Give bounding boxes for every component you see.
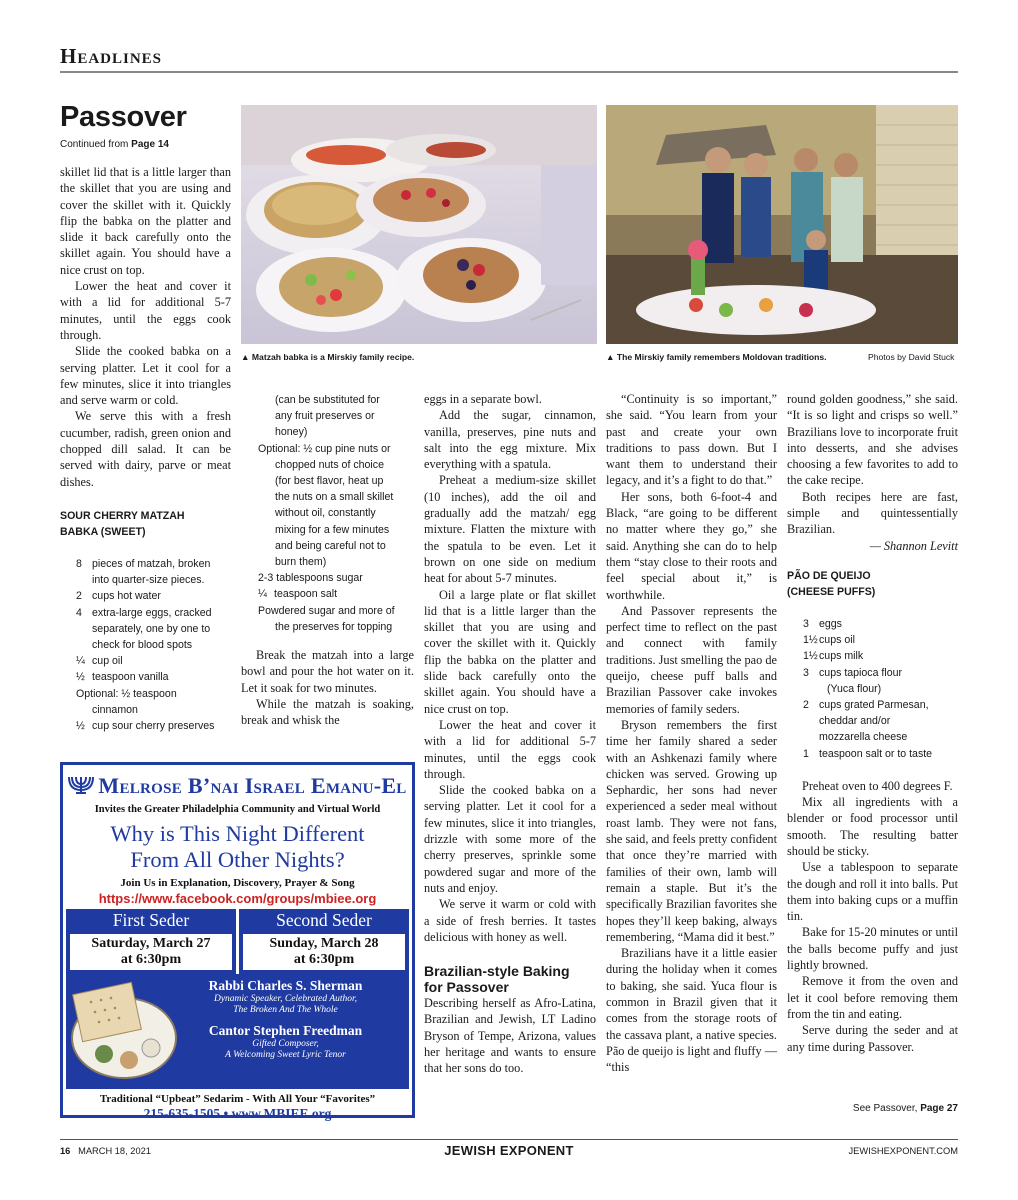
ingredient-cont-1: (can be substituted for (275, 394, 380, 406)
column-3 (424, 391, 596, 1077)
col4-p2: Her sons, both 6-foot-4 and Black, “are going to be different no matter where they go,” she said. Anything she can do to help them “stay close to their roots and feel special about it,” is worthwhile. (606, 489, 777, 602)
col2-p2: While the matzah is soaking, break and whisk the (241, 696, 414, 728)
col1-p2: Lower the heat and cover it with a lid for additional 5-7 minutes, until the eggs cook through. (60, 279, 231, 342)
ingredient-optional-7: burn them) (275, 556, 327, 569)
ingredient-text-2: cinnamon (92, 703, 138, 716)
second-seder-datetime (242, 933, 406, 971)
ingredient-text (92, 556, 231, 588)
publication-name: JEWISH EXPONENT (444, 1143, 574, 1158)
ingredient-row (60, 556, 231, 588)
ingredient-text (92, 605, 231, 654)
ingredient-qty: ½ (76, 671, 85, 684)
ingredient-optional-1: chopped nuts of choice (275, 458, 384, 471)
ad-invite: Invites the Greater Philadelphia Community and Virtual World (94, 804, 381, 815)
subheading-brazilian: Brazilian-style Baking for Passover (424, 963, 570, 996)
ingredient-optional-2: (for best flavor, heat up (275, 475, 384, 488)
step-5: Remove it from the oven and let it cool before removing them from the tin and eating. (787, 974, 958, 1021)
second-seder-box (239, 909, 409, 974)
ingredient-qty: 2 (803, 698, 809, 711)
ingredient-qty: 3 (803, 666, 809, 679)
ingredient-qty: 2 (76, 590, 82, 603)
ingredient-qty: ½ (76, 719, 85, 732)
column-2 (241, 392, 414, 729)
ingredient-qty: 1 (803, 747, 809, 760)
photo-matzah-babka (241, 105, 597, 344)
ingredient-text-2: (Yuca flour) (827, 682, 882, 695)
photo-credit: Photos by David Stuck (868, 352, 955, 362)
issue-date: MARCH 18, 2021 (78, 1146, 151, 1156)
ingredient-text-1: cups tapioca flour (819, 666, 903, 679)
step-4: Bake for 15-20 minutes or until the balls become puffy and just lightly browned. (787, 925, 958, 973)
recipe1-title-b: BABKA (SWEET) (60, 525, 146, 538)
photo-mirskiy-family (606, 105, 958, 344)
food-photo-illustration (241, 105, 597, 344)
photo1-caption: ▲ Matzah babka is a Mirskiy family recipe. (241, 352, 415, 362)
ad-seder-dates (66, 909, 409, 974)
ingredient-qty: 1½ (803, 634, 818, 647)
first-seder-label: First Seder (112, 910, 190, 930)
jump-prefix: See Passover, (852, 1103, 918, 1114)
seder-plate-icon (69, 978, 179, 1082)
ingredient-row (60, 588, 231, 604)
ingredient-text: eggs (819, 617, 842, 630)
byline-signature: — Shannon Levitt (869, 538, 958, 553)
col5-p2: Both recipes here are fast, simple and quintessentially Brazilian. (787, 489, 958, 537)
continued-page: Page 14 (131, 139, 169, 150)
ad-clergy-panel (66, 974, 409, 1089)
recipe1-title (60, 508, 231, 540)
ingredient-row (60, 669, 231, 685)
step-3: Use a tablespoon to separate the dough and roll it into balls. Put them into baking cups or a muffin tin. (787, 860, 958, 924)
ingredient-row (787, 697, 958, 746)
ingredient-text (60, 686, 231, 718)
ingredient-text-3: check for blood spots (92, 638, 193, 651)
recipe2-ingredients (787, 616, 958, 762)
col1-p1: skillet lid that is a little larger than the skillet that you are using and cover the skillet with it. Quickly flip the babka on the platter and slide it back carefully onto the skillet again. You should have a nice crust on top. (60, 165, 231, 277)
ingredient-cont-2: any fruit preserves or (275, 410, 375, 423)
ingredient-row (60, 605, 231, 654)
ingredient-row (60, 686, 231, 718)
ingredient-optional-6: and being careful not to (275, 539, 386, 552)
jump-line[interactable] (820, 1103, 958, 1114)
ingredient-text: cups oil (819, 634, 855, 647)
rabbi-desc-1: Dynamic Speaker, Celebrated Author, (213, 994, 358, 1004)
ingredient-row (787, 746, 958, 762)
ad-contact[interactable]: 215-635-1505 • www.MBIEE.org (143, 1106, 332, 1121)
photo2-caption: ▲ The Mirskiy family remembers Moldovan traditions. (606, 352, 827, 362)
ingredient-text-3: mozzarella cheese (819, 731, 908, 744)
ingredient-text-2: into quarter-size pieces. (92, 574, 205, 587)
footer-site[interactable]: JEWISHEXPONENT.COM (848, 1146, 958, 1156)
col3-p3: Oil a large plate or flat skillet lid that is a little larger than the skillet that you are using and cover the skillet with it. Quickly flip the babka on the platter and slide back carefully onto the skillet again. You should have a nice crust on top. (424, 587, 596, 716)
recipe2-title-a: PÃO DE QUEIJO (787, 569, 871, 582)
col3-p5: Slide the cooked babka on a serving platter. Let it cool for a few minutes, slice it into triangles, drizzle with some more of the cherry preserves, sprinkle some powdered sugar and more of the nuts and enjoy. (424, 783, 596, 895)
first-seder-datetime (69, 933, 233, 971)
ingredient-text: teaspoon salt or to taste (819, 747, 933, 760)
step-1: Preheat oven to 400 degrees F. (802, 778, 953, 793)
ingredient-row (787, 616, 958, 632)
continued-from (60, 139, 169, 150)
footer-rule (60, 1139, 958, 1140)
article-title: Passover (60, 101, 187, 133)
ingredient-optional: Optional: ½ cup pine nuts or (258, 442, 391, 455)
col3-p2: Preheat a medium-size skillet (10 inches), add the oil and gradually add the matzah/ egg mixture. Flatten the mixture with the spatula to be even. Let it brown on one side on medium heat for about 5-7 minutes. (424, 473, 596, 586)
col3-p7: Describing herself as Afro-Latina, Brazilian and Jewish, LT Ladino Bryson of Tempe, Arizona, values her heritage and wants to ensure that her sons do too. (424, 996, 596, 1076)
rabbi-name: Rabbi Charles S. Sherman (208, 978, 363, 993)
column-4 (606, 391, 777, 1075)
second-seder-time: at 6:30pm (293, 952, 355, 967)
column-1 (60, 164, 231, 734)
column-5 (787, 391, 958, 1055)
col4-p1: “Continuity is so important,” she said. “You learn from your past and create your own traditions to pass down. But I want them to understand their legacy, and it’s a fight to do that.” (606, 392, 777, 488)
ingredient-cont-3: honey) (275, 426, 308, 439)
first-seder-box (66, 909, 236, 974)
ingredient-optional-5: mixing for a few minutes (275, 523, 390, 536)
ingredient-text-1: extra-large eggs, cracked (92, 606, 212, 619)
col2-p1: Break the matzah into a large bowl and pour the hot water on it. Let it soak for two minutes. (241, 648, 414, 695)
col2-body (241, 647, 414, 728)
ingredient-qty: ¼ (258, 588, 267, 601)
ingredient-row (60, 653, 231, 669)
col1-p4: We serve this with a fresh cucumber, radish, green onion and chopped dill salad. It can be served with dairy, parve or meat dishes. (60, 409, 231, 489)
ingredient-text-1: Optional: ½ teaspoon (76, 687, 177, 700)
ingredient-text: cup oil (92, 655, 123, 668)
col4-p5: Brazilians have it a little easier during the holiday when it comes to baking, she said. Yuca flour is common in Brazil given that it comes from the storage roots of the cassava plant, a native species. Pão de queijo is light and fluffy — “this (606, 946, 777, 1075)
ingredient-text: cups milk (819, 650, 864, 663)
col4-p3: And Passover represents the perfect time to reflect on the past and connect with family traditions. Just smelling the pao de queijo, cheese puff balls and Brazilian Passover cake invokes memories of family seders. (606, 603, 777, 716)
first-seder-date: Saturday, March 27 (91, 936, 211, 951)
ingredient-text (819, 697, 958, 746)
col3-p0: eggs in a separate bowl. (424, 392, 542, 406)
second-seder-label: Second Seder (276, 910, 372, 930)
ad-tradition: Traditional “Upbeat” Sedarim - With All Your “Favorites” (99, 1093, 376, 1105)
ingredient-text: teaspoon vanilla (92, 671, 169, 684)
continued-prefix: Continued from (60, 139, 129, 150)
ingredient-sugar: 2-3 tablespoons sugar (258, 572, 363, 585)
col5-p1: round golden goodness,” she said. “It is so light and crisps so well.” Brazilians love to incorporate fruit into desserts, and she advises choosing a few favorites to add to the cake recipe. (787, 392, 958, 488)
page-number: 16 (60, 1146, 71, 1156)
step-6: Serve during the seder and at any time during Passover. (787, 1023, 958, 1054)
header-rule (60, 71, 958, 73)
step-2: Mix all ingredients with a blender or food processor until smooth. The resulting batter should be sticky. (787, 795, 958, 858)
cantor-name: Cantor Stephen Freedman (208, 1023, 363, 1038)
section-header: Headlines (60, 44, 163, 68)
second-seder-date: Sunday, March 28 (269, 936, 379, 951)
col3-p1: Add the sugar, cinnamon, vanilla, preserves, pine nuts and salt into the egg mixture. Mix everything with a spatula. (424, 408, 596, 472)
ingredient-optional-3: the nuts on a small skillet (275, 491, 394, 504)
rabbi-desc-2: The Broken And The Whole (233, 1005, 338, 1015)
ad-url-link[interactable]: https://www.facebook.com/groups/mbiee.org (98, 891, 377, 906)
ingredient-text-2: cheddar and/or (819, 715, 891, 728)
ingredient-qty: 4 (76, 606, 82, 619)
advertisement-melrose (60, 762, 415, 1121)
ad-org-name (63, 773, 412, 801)
ingredient-row (787, 648, 958, 664)
ingredient-powdered: Powdered sugar and more of (258, 604, 395, 617)
col1-p3: Slide the cooked babka on a serving platter. Let it cool for a few minutes, slice it into triangles and serve warm or cold. (60, 344, 231, 408)
ingredient-text: teaspoon salt (274, 588, 338, 601)
ingredient-row (787, 632, 958, 648)
recipe2-steps (787, 778, 958, 1055)
ingredient-qty: ¼ (76, 655, 85, 668)
ingredient-text-2: separately, one by one to (92, 622, 211, 635)
ingredient-salt (241, 586, 414, 602)
col3-p6: We serve it warm or cold with a side of fresh berries. It tastes delicious with honey as well. (424, 897, 596, 944)
ingredient-optional-4: without oil, constantly (275, 507, 376, 520)
ad-headline-2: From All Other Nights? (130, 847, 345, 872)
recipe1-ingredients-cont (241, 392, 414, 635)
jump-page: Page 27 (920, 1103, 958, 1114)
recipe1-title-a: SOUR CHERRY MATZAH (60, 509, 185, 522)
ingredient-row (60, 718, 231, 734)
ingredient-qty: 3 (803, 617, 809, 630)
first-seder-time: at 6:30pm (120, 952, 182, 967)
menorah-icon (68, 775, 94, 801)
ad-clergy (166, 978, 405, 1061)
ingredient-row (787, 665, 958, 697)
ad-join: Join Us in Explanation, Discovery, Prayer & Song (120, 877, 355, 889)
ad-headline-1: Why is This Night Different (110, 821, 365, 846)
ad-headline (63, 821, 412, 873)
ingredient-text-1: pieces of matzah, broken (92, 557, 211, 570)
col4-p4: Bryson remembers the first time her family shared a seder with an Ashkenazi family where chicken was served. Growing up Sephardic, her sons had never experienced a seder meal without roast lamb. They were not fans, she said, and feels pretty confident that once they’re married with families of their own, lamb will remain a staple. But it’s the specifically Brazilian favorites she hopes they’ll keep baking, always remembering, “Mama did it best.” (606, 717, 777, 944)
ad-org-text: Melrose B’nai Israel Emanu-El (98, 773, 407, 798)
ingredient-text: cup sour cherry preserves (92, 719, 215, 732)
col3-p4: Lower the heat and cover it with a lid for additional 5-7 minutes, until the eggs cook through. (424, 717, 596, 781)
ingredient-qty: 8 (76, 557, 82, 570)
recipe2-title-b: (CHEESE PUFFS) (787, 585, 876, 598)
ingredient-powdered-b: the preserves for topping (275, 620, 393, 633)
family-photo-illustration (606, 105, 958, 344)
ingredient-qty: 1½ (803, 650, 818, 663)
cantor-desc-1: Gifted Composer, (252, 1039, 319, 1049)
ingredient-text: cups hot water (92, 590, 161, 603)
recipe2-title (787, 568, 958, 600)
ingredient-text-1: cups grated Parmesan, (819, 698, 929, 711)
cantor-desc-2: A Welcoming Sweet Lyric Tenor (225, 1050, 346, 1060)
ingredient-text (819, 665, 958, 697)
recipe1-ingredients (60, 556, 231, 734)
